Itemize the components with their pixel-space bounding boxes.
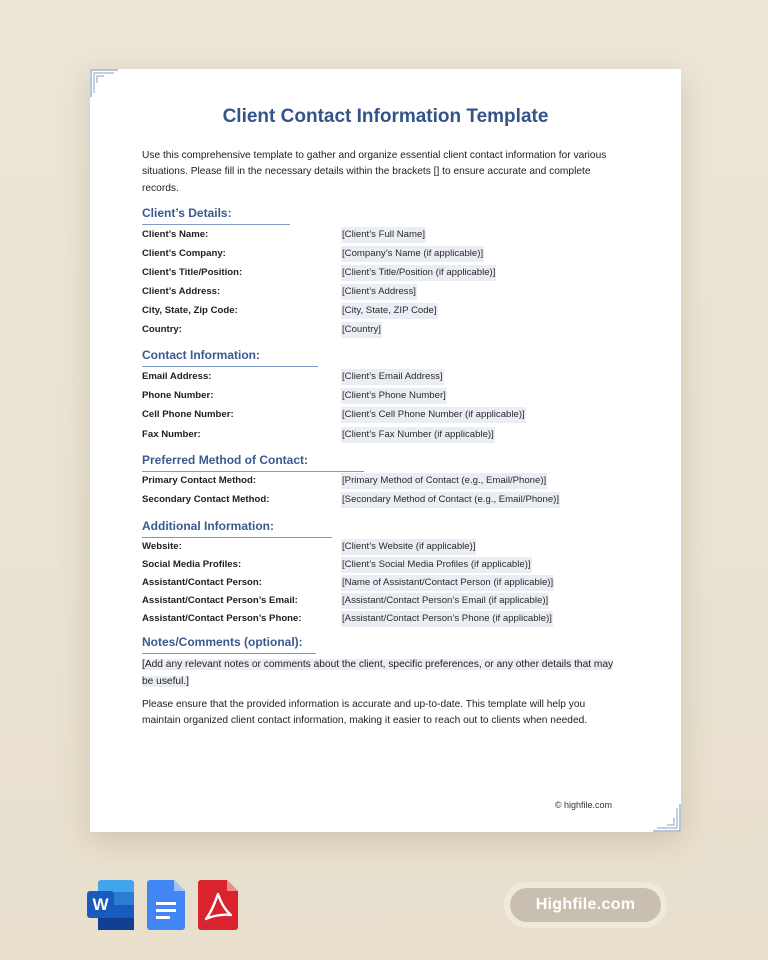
field-row [142, 539, 641, 555]
field-label: Website: [142, 541, 182, 552]
notes-text[interactable]: [Add any relevant notes or comments about the client, specific preferences, or any other details that may be useful.] [142, 659, 614, 687]
notes-placeholder[interactable] [142, 656, 625, 690]
copyright-text: © highfile.com [554, 800, 612, 810]
field-label: Cell Phone Number: [142, 409, 234, 420]
field-value[interactable]: [Assistant/Contact Person’s Email (if applicable)] [341, 593, 549, 609]
field-row [142, 303, 641, 319]
field-label: Client’s Address: [142, 286, 221, 297]
field-row [142, 407, 641, 423]
field-value[interactable]: [Client’s Cell Phone Number (if applicable)] [341, 407, 526, 423]
field-value[interactable]: [Company’s Name (if applicable)] [341, 246, 484, 262]
pdf-icon[interactable] [198, 878, 240, 932]
field-label: Secondary Contact Method: [142, 494, 270, 505]
field-label: Country: [142, 324, 182, 335]
field-value[interactable]: [Client’s Website (if applicable)] [341, 539, 476, 555]
field-value[interactable]: [Client’s Fax Number (if applicable)] [341, 427, 495, 443]
field-label: City, State, Zip Code: [142, 305, 238, 316]
section-heading-client-details: Client’s Details: [142, 206, 290, 225]
section-heading-additional-information: Additional Information: [142, 519, 332, 538]
field-row [142, 611, 641, 627]
field-row [142, 227, 641, 243]
field-row [142, 246, 641, 262]
field-value[interactable]: [City, State, ZIP Code] [341, 303, 438, 319]
field-label: Assistant/Contact Person’s Email: [142, 595, 298, 606]
field-row [142, 492, 641, 508]
svg-text:W: W [92, 895, 109, 914]
field-row [142, 593, 641, 609]
field-label: Assistant/Contact Person’s Phone: [142, 613, 302, 624]
field-value[interactable]: [Client’s Social Media Profiles (if applicable)] [341, 557, 532, 573]
field-row [142, 284, 641, 300]
field-row [142, 557, 641, 573]
section-heading-preferred-method: Preferred Method of Contact: [142, 453, 364, 472]
corner-ornament-bottom-right [651, 802, 681, 832]
field-label: Client’s Company: [142, 248, 226, 259]
section-heading-contact-information: Contact Information: [142, 348, 318, 367]
field-value[interactable]: [Secondary Method of Contact (e.g., Email/Phone)] [341, 492, 560, 508]
document-page [90, 69, 681, 832]
closing-paragraph: Please ensure that the provided information is accurate and up-to-date. This template will help you maintain organized client contact information, making it easier to reach out to clients when needed. [142, 699, 588, 727]
document-title: Client Contact Information Template [222, 106, 549, 127]
field-value[interactable]: [Assistant/Contact Person’s Phone (if applicable)] [341, 611, 553, 627]
field-label: Client’s Title/Position: [142, 267, 243, 278]
field-value[interactable]: [Client’s Full Name] [341, 227, 426, 243]
intro-paragraph: Use this comprehensive template to gather and organize essential client contact information for various situations. Please fill in the necessary details within the brackets [] to ensure accurate and complete records. [142, 150, 607, 194]
google-docs-icon[interactable] [147, 878, 187, 932]
field-value[interactable]: [Client’s Address] [341, 284, 417, 300]
field-label: Assistant/Contact Person: [142, 577, 262, 588]
field-row [142, 322, 641, 338]
field-row [142, 369, 641, 385]
word-icon[interactable] [86, 878, 136, 932]
field-label: Email Address: [142, 371, 212, 382]
section-heading-notes: Notes/Comments (optional): [142, 635, 316, 654]
field-label: Phone Number: [142, 390, 214, 401]
field-row [142, 265, 641, 281]
field-value[interactable]: [Client’s Title/Position (if applicable)] [341, 265, 496, 281]
field-value[interactable]: [Country] [341, 322, 382, 338]
corner-ornament-top-left [90, 69, 120, 99]
field-row [142, 575, 641, 591]
field-label: Primary Contact Method: [142, 475, 257, 486]
field-value[interactable]: [Name of Assistant/Contact Person (if applicable)] [341, 575, 554, 591]
field-label: Fax Number: [142, 429, 201, 440]
field-value[interactable]: [Primary Method of Contact (e.g., Email/Phone)] [341, 473, 547, 489]
field-row [142, 388, 641, 404]
field-row [142, 427, 641, 443]
brand-label: Highfile.com [510, 888, 661, 922]
field-value[interactable]: [Client’s Email Address] [341, 369, 444, 385]
field-label: Social Media Profiles: [142, 559, 242, 570]
field-label: Client’s Name: [142, 229, 209, 240]
field-value[interactable]: [Client’s Phone Number] [341, 388, 447, 404]
field-row [142, 473, 641, 489]
brand-badge[interactable] [504, 882, 667, 928]
